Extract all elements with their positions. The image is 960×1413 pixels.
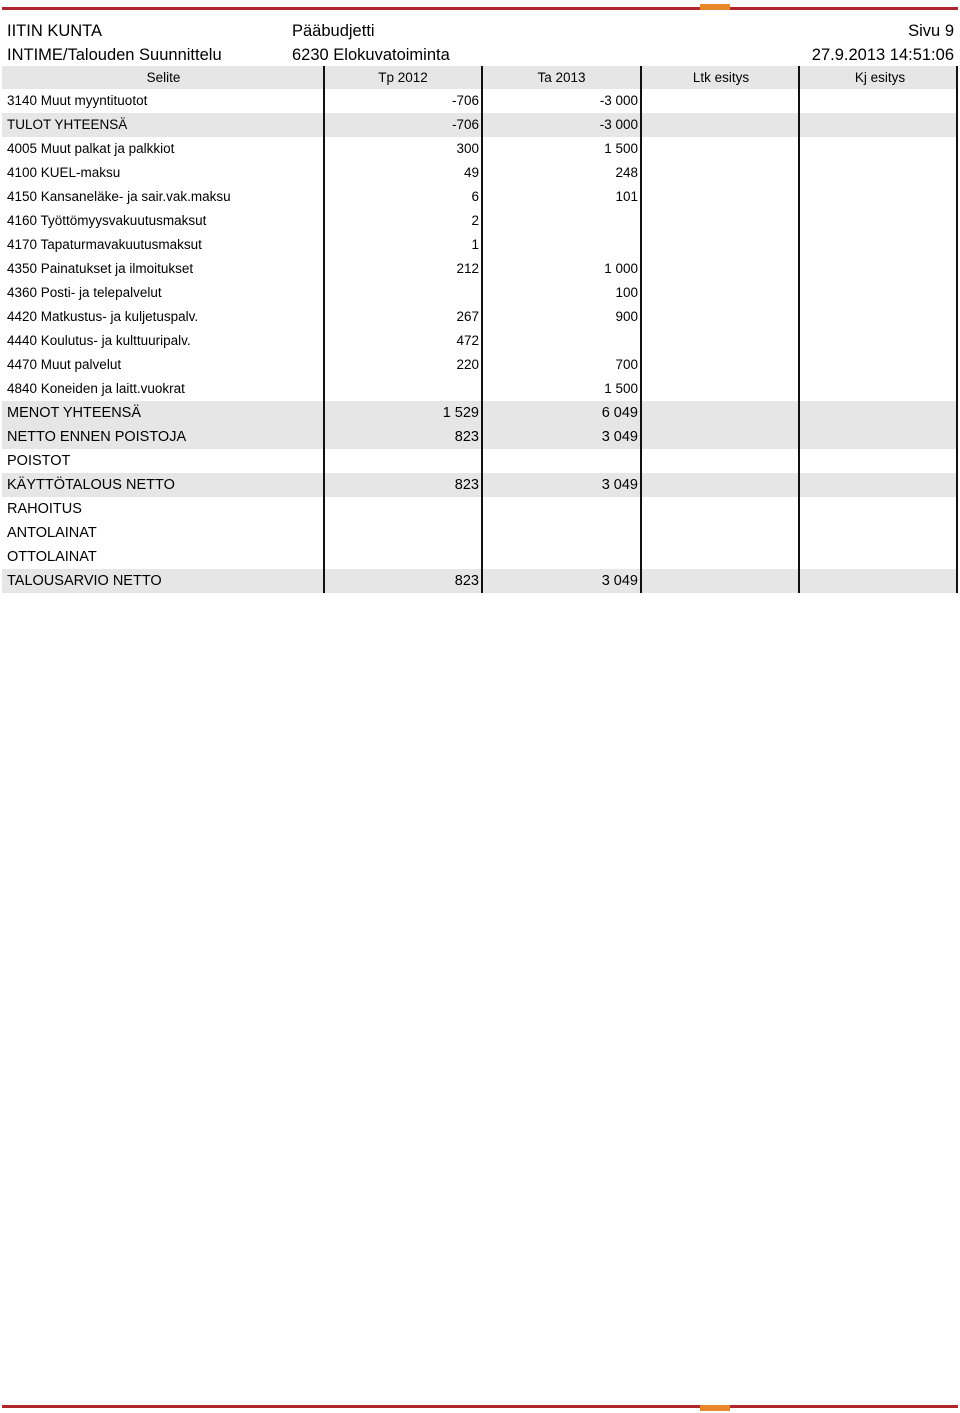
row-ta2013 bbox=[485, 209, 638, 233]
row-kj bbox=[804, 161, 956, 185]
row-ltk bbox=[644, 137, 798, 161]
cost-unit: 6230 Elokuvatoiminta bbox=[292, 46, 450, 64]
row-description: RAHOITUS bbox=[7, 501, 82, 517]
row-ltk bbox=[644, 305, 798, 329]
budget-table bbox=[2, 66, 958, 593]
row-kj bbox=[804, 497, 956, 521]
table-row bbox=[2, 161, 958, 185]
row-description: 4100 KUEL-maksu bbox=[7, 165, 121, 180]
row-tp2012: -706 bbox=[451, 93, 479, 108]
row-ltk bbox=[644, 161, 798, 185]
column-divider bbox=[798, 66, 800, 593]
row-description: ANTOLAINAT bbox=[7, 525, 97, 541]
row-tp2012 bbox=[327, 449, 479, 473]
row-description: 4005 Muut palkat ja palkkiot bbox=[7, 141, 175, 156]
row-tp2012 bbox=[327, 521, 479, 545]
row-ltk bbox=[644, 401, 798, 425]
row-kj bbox=[804, 545, 956, 569]
row-kj bbox=[804, 113, 956, 137]
row-ltk bbox=[644, 209, 798, 233]
table-header-row bbox=[2, 66, 958, 89]
row-ltk bbox=[644, 545, 798, 569]
row-ta2013 bbox=[485, 449, 638, 473]
row-tp2012: 1 bbox=[471, 237, 479, 252]
row-kj bbox=[804, 329, 956, 353]
row-tp2012: 823 bbox=[454, 573, 479, 589]
row-description: 4470 Muut palvelut bbox=[7, 357, 122, 372]
table-row bbox=[2, 545, 958, 569]
row-description: 4170 Tapaturmavakuutusmaksut bbox=[7, 237, 202, 252]
table-row bbox=[2, 137, 958, 161]
row-ta2013: 100 bbox=[615, 285, 638, 300]
table-row bbox=[2, 233, 958, 257]
row-description: OTTOLAINAT bbox=[7, 549, 97, 565]
row-kj bbox=[804, 257, 956, 281]
row-ltk bbox=[644, 185, 798, 209]
row-tp2012: 2 bbox=[471, 213, 479, 228]
col-header-selite: Selite bbox=[146, 70, 181, 85]
table-row bbox=[2, 569, 958, 593]
table-row bbox=[2, 497, 958, 521]
row-ta2013: 1 500 bbox=[604, 141, 638, 156]
row-description: 4360 Posti- ja telepalvelut bbox=[7, 285, 162, 300]
table-row bbox=[2, 473, 958, 497]
row-kj bbox=[804, 89, 956, 113]
table-row bbox=[2, 113, 958, 137]
department: INTIME/Talouden Suunnittelu bbox=[7, 46, 222, 64]
row-kj bbox=[804, 449, 956, 473]
table-row bbox=[2, 281, 958, 305]
row-ltk bbox=[644, 425, 798, 449]
row-kj bbox=[804, 353, 956, 377]
row-tp2012: 267 bbox=[456, 309, 479, 324]
row-tp2012: 212 bbox=[456, 261, 479, 276]
row-kj bbox=[804, 137, 956, 161]
row-description: 4840 Koneiden ja laitt.vuokrat bbox=[7, 381, 185, 396]
row-ta2013: 3 049 bbox=[601, 477, 638, 493]
row-ltk bbox=[644, 281, 798, 305]
row-ltk bbox=[644, 233, 798, 257]
row-ta2013: 101 bbox=[615, 189, 638, 204]
col-header-ta2013: Ta 2013 bbox=[537, 70, 586, 85]
row-ltk bbox=[644, 377, 798, 401]
row-ltk bbox=[644, 497, 798, 521]
row-tp2012: 49 bbox=[463, 165, 479, 180]
row-tp2012 bbox=[327, 497, 479, 521]
row-kj bbox=[804, 305, 956, 329]
table-row bbox=[2, 353, 958, 377]
table-row bbox=[2, 185, 958, 209]
row-ltk bbox=[644, 521, 798, 545]
row-tp2012 bbox=[327, 545, 479, 569]
row-tp2012: 472 bbox=[456, 333, 479, 348]
row-kj bbox=[804, 209, 956, 233]
row-kj bbox=[804, 521, 956, 545]
top-rule bbox=[2, 7, 958, 10]
row-description: 3140 Muut myyntituotot bbox=[7, 93, 148, 108]
row-description: TALOUSARVIO NETTO bbox=[7, 573, 162, 589]
row-ltk bbox=[644, 473, 798, 497]
bottom-rule bbox=[2, 1405, 958, 1408]
row-tp2012: 6 bbox=[471, 189, 479, 204]
row-tp2012: 823 bbox=[454, 429, 479, 445]
table-row bbox=[2, 449, 958, 473]
table-row bbox=[2, 401, 958, 425]
row-ltk bbox=[644, 329, 798, 353]
table-row bbox=[2, 305, 958, 329]
row-tp2012: 823 bbox=[454, 477, 479, 493]
row-ltk bbox=[644, 449, 798, 473]
page-number: Sivu 9 bbox=[908, 22, 954, 40]
column-divider bbox=[956, 66, 958, 593]
row-description: 4150 Kansaneläke- ja sair.vak.maksu bbox=[7, 189, 231, 204]
row-description: POISTOT bbox=[7, 453, 71, 469]
row-tp2012: 220 bbox=[456, 357, 479, 372]
table-row bbox=[2, 257, 958, 281]
row-kj bbox=[804, 185, 956, 209]
row-description: 4420 Matkustus- ja kuljetuspalv. bbox=[7, 309, 199, 324]
row-ta2013 bbox=[485, 233, 638, 257]
top-rule-accent bbox=[700, 4, 730, 10]
col-header-tp2012: Tp 2012 bbox=[378, 70, 428, 85]
table-row bbox=[2, 425, 958, 449]
column-divider bbox=[640, 66, 642, 593]
table-row bbox=[2, 209, 958, 233]
row-tp2012: -706 bbox=[451, 117, 479, 132]
row-ta2013: 6 049 bbox=[601, 405, 638, 421]
row-ta2013: 700 bbox=[615, 357, 638, 372]
row-ta2013: -3 000 bbox=[599, 93, 638, 108]
bottom-rule-accent bbox=[700, 1405, 730, 1411]
row-ta2013 bbox=[485, 545, 638, 569]
row-kj bbox=[804, 401, 956, 425]
row-description: 4160 Työttömyysvakuutusmaksut bbox=[7, 213, 207, 228]
table-row bbox=[2, 521, 958, 545]
row-ta2013 bbox=[485, 497, 638, 521]
row-ltk bbox=[644, 353, 798, 377]
row-kj bbox=[804, 377, 956, 401]
row-kj bbox=[804, 281, 956, 305]
row-ta2013: 3 049 bbox=[601, 573, 638, 589]
col-header-ltk: Ltk esitys bbox=[692, 70, 750, 85]
row-ta2013: -3 000 bbox=[599, 117, 638, 132]
org-name: IITIN KUNTA bbox=[7, 22, 103, 40]
row-ltk bbox=[644, 113, 798, 137]
row-ltk bbox=[644, 257, 798, 281]
row-tp2012 bbox=[327, 281, 479, 305]
table-body bbox=[2, 89, 958, 593]
row-ta2013: 248 bbox=[615, 165, 638, 180]
row-kj bbox=[804, 233, 956, 257]
table-row bbox=[2, 89, 958, 113]
row-ta2013: 3 049 bbox=[601, 429, 638, 445]
row-ta2013: 1 500 bbox=[604, 381, 638, 396]
row-ltk bbox=[644, 89, 798, 113]
row-kj bbox=[804, 425, 956, 449]
report-title: Pääbudjetti bbox=[292, 22, 375, 40]
row-description: MENOT YHTEENSÄ bbox=[7, 405, 142, 421]
row-tp2012: 1 529 bbox=[442, 405, 479, 421]
row-description: 4440 Koulutus- ja kulttuuripalv. bbox=[7, 333, 191, 348]
row-kj bbox=[804, 569, 956, 593]
row-tp2012: 300 bbox=[456, 141, 479, 156]
row-description: NETTO ENNEN POISTOJA bbox=[7, 429, 187, 445]
row-description: 4350 Painatukset ja ilmoitukset bbox=[7, 261, 194, 276]
table-row bbox=[2, 377, 958, 401]
print-datetime: 27.9.2013 14:51:06 bbox=[811, 46, 954, 64]
row-description: KÄYTTÖTALOUS NETTO bbox=[7, 477, 175, 493]
col-header-kj: Kj esitys bbox=[854, 70, 906, 85]
row-ltk bbox=[644, 569, 798, 593]
column-divider bbox=[323, 66, 325, 593]
row-kj bbox=[804, 473, 956, 497]
row-ta2013 bbox=[485, 521, 638, 545]
row-tp2012 bbox=[327, 377, 479, 401]
table-row bbox=[2, 329, 958, 353]
row-ta2013 bbox=[485, 329, 638, 353]
row-ta2013: 900 bbox=[615, 309, 638, 324]
row-ta2013: 1 000 bbox=[604, 261, 638, 276]
column-divider bbox=[481, 66, 483, 593]
row-description: TULOT YHTEENSÄ bbox=[7, 117, 128, 132]
